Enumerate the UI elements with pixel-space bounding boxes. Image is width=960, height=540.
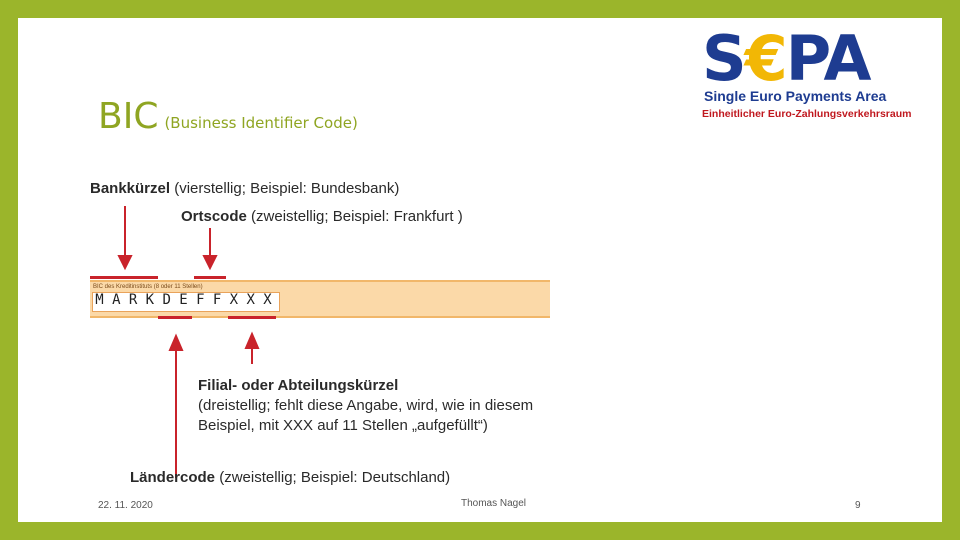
bic-code-char: E — [179, 292, 188, 308]
ortscode-desc: (zweistellig; Beispiel: Frankfurt ) — [251, 208, 463, 225]
bic-code-char: R — [128, 292, 138, 308]
laendercode-desc: (zweistellig; Beispiel: Deutschland) — [219, 469, 451, 486]
bankkuerzel-term: Bankkürzel — [90, 180, 171, 197]
bic-code-char: X — [246, 292, 255, 308]
bic-code-char: A — [112, 292, 121, 308]
footer-date: 22. 11. 2020 — [98, 500, 153, 511]
arrow-bankkuerzel-icon — [119, 256, 131, 268]
arrow-filial-icon — [246, 334, 258, 348]
sepa-letters-right: PA — [785, 22, 870, 95]
filial-desc-line2: Beispiel, mit XXX auf 11 Stellen „aufgefüllt“) — [198, 417, 488, 434]
bic-field-caption: BIC des Kreditinstituts (8 oder 11 Stellen) — [93, 284, 203, 290]
marker-filial — [228, 316, 276, 319]
bic-code-char: K — [145, 292, 155, 308]
bic-code-char: X — [263, 292, 272, 308]
marker-ortscode — [194, 276, 226, 279]
arrows-overlay — [18, 18, 942, 522]
laendercode-label — [130, 469, 450, 486]
laendercode-term: Ländercode — [130, 469, 216, 486]
title-main: BIC — [98, 96, 159, 137]
bic-code-char: F — [196, 292, 205, 308]
slide — [18, 18, 942, 522]
marker-bankkuerzel — [90, 276, 158, 279]
bic-code-char: D — [162, 292, 171, 308]
sepa-letters-left: S — [702, 22, 745, 95]
ortscode-term: Ortscode — [181, 208, 247, 225]
marker-laendercode — [158, 316, 192, 319]
bic-code-char: X — [229, 292, 239, 308]
filial-term: Filial- oder Abteilungskürzel — [198, 377, 399, 394]
filial-label — [198, 376, 533, 436]
footer-page-number: 9 — [855, 500, 861, 511]
sepa-tagline-de: Einheitlicher Euro-Zahlungsverkehrsraum — [702, 108, 912, 120]
arrow-laendercode-icon — [170, 336, 182, 350]
bankkuerzel-desc: (vierstellig; Beispiel: Bundesbank) — [174, 180, 400, 197]
euro-icon: € — [744, 22, 786, 95]
title-subtitle: (Business Identifier Code) — [164, 114, 358, 132]
arrow-ortscode-icon — [204, 256, 216, 268]
bic-code-char: M — [95, 292, 104, 308]
bic-code-char: F — [212, 292, 222, 308]
filial-desc-line1: (dreistellig; fehlt diese Angabe, wird, wie in diesem — [198, 397, 534, 414]
sepa-tagline-en: Single Euro Payments Area — [704, 88, 887, 104]
footer-author: Thomas Nagel — [461, 498, 527, 509]
